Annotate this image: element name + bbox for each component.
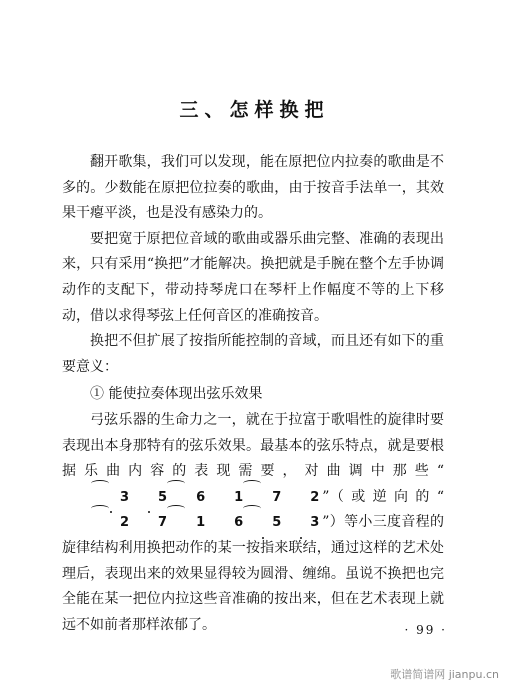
paragraph-4-part-b: ”（或逆向的“ bbox=[322, 488, 444, 505]
note-6: 6 bbox=[234, 515, 245, 531]
note-2: 2 bbox=[92, 510, 130, 536]
note-6: 6 bbox=[168, 485, 206, 511]
watermark: 歌谱简谱网 jianpu.cn bbox=[390, 668, 499, 681]
note-3: 3 bbox=[282, 510, 320, 536]
list-item-1: ① 能使拉奏体现出弦乐效果 bbox=[90, 386, 263, 403]
note-2: 2 bbox=[310, 489, 321, 505]
note-1: 1 bbox=[234, 489, 245, 505]
notation-sequence-2 bbox=[62, 510, 322, 536]
note-3: 3 bbox=[92, 485, 130, 511]
section-title: 三、怎样换把 bbox=[179, 99, 330, 121]
note-5: 5 bbox=[130, 485, 168, 511]
note-7: 7 bbox=[244, 485, 282, 511]
paragraph-3: 换把不但扩展了按指所能控制的音域，而且还有如下的重要意义： bbox=[62, 333, 444, 375]
body-text bbox=[62, 150, 444, 638]
note-1: 1 bbox=[168, 510, 206, 536]
paragraph-4-part-c: ”）等小三度音程的旋律结构利用换把动作的某一按指来联结，通过这样的艺术处理后，表现出来的效果显得较为圆滑、缠绵。虽说不换把也完全能在某一把位内拉这些音准确的按出来，但在艺术表现上就远不如前者那样浓郁了。 bbox=[62, 514, 444, 633]
paragraph-4-part-a: 弓弦乐器的生命力之一，就在于拉富于歌唱性的旋律时要表现出本身那特有的弦乐效果。最基本的弦乐特点，就是要根据乐曲内容的表现需要，对曲调中那些“ bbox=[62, 411, 444, 480]
paragraph-2: 要把宽于原把位音域的歌曲或器乐曲完整、准确的表现出来，只有采用“换把”才能解决。换把就是手腕在整个左手协调动作的支配下，带动持琴虎口在琴杆上作幅度不等的上下移动，借以求得琴弦上任何音区的准确按音。 bbox=[62, 230, 444, 324]
paragraph-4 bbox=[62, 408, 444, 638]
page-number: · 99 · bbox=[404, 623, 447, 637]
note-5: 5 bbox=[244, 510, 282, 536]
paragraph-1: 翻开歌集，我们可以发现，能在原把位内拉奏的歌曲是不多的。少数能在原把位拉奏的歌曲，由于按音手法单一，其效果干瘪平淡，也是没有感染力的。 bbox=[62, 154, 444, 222]
note-7: 7 bbox=[158, 515, 169, 531]
